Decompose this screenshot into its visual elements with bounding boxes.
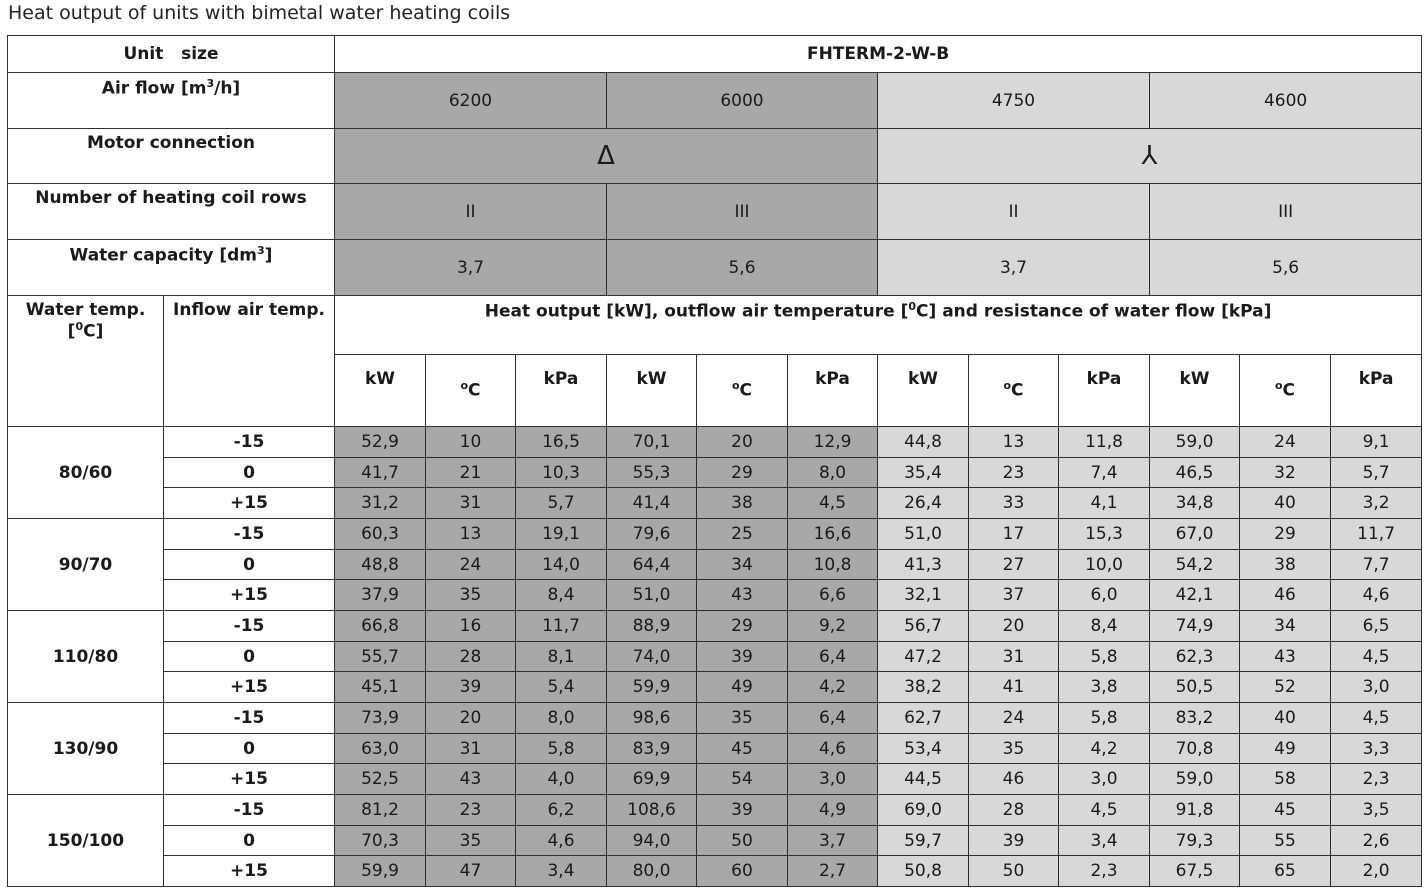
- coil-rows-value: II: [335, 184, 607, 240]
- value-cell: 16,6: [788, 519, 878, 550]
- value-cell: 3,8: [1059, 672, 1150, 703]
- unit-header-celsius: $^o$C: [1240, 355, 1331, 427]
- value-cell: 37: [969, 580, 1059, 611]
- value-cell: 4,6: [1331, 580, 1422, 611]
- value-cell: 4,1: [1059, 488, 1150, 519]
- water-temp-cell: 80/60: [8, 427, 164, 519]
- value-cell: 5,4: [516, 672, 607, 703]
- inflow-temp-cell: -15: [164, 703, 335, 734]
- inflow-temp-cell: +15: [164, 580, 335, 611]
- value-cell: 23: [426, 795, 516, 826]
- value-cell: 19,1: [516, 519, 607, 550]
- value-cell: 55,3: [607, 458, 697, 488]
- value-cell: 11,8: [1059, 427, 1150, 458]
- value-cell: 40: [1240, 488, 1331, 519]
- value-cell: 50,8: [878, 856, 969, 887]
- value-cell: 8,4: [516, 580, 607, 611]
- inflow-temp-cell: -15: [164, 611, 335, 642]
- value-cell: 31: [969, 642, 1059, 672]
- value-cell: 27: [969, 550, 1059, 580]
- value-cell: 35: [969, 734, 1059, 764]
- air-flow-value: 4750: [878, 73, 1150, 129]
- water-temp-cell: 150/100: [8, 795, 164, 887]
- value-cell: 4,5: [1331, 703, 1422, 734]
- value-cell: 108,6: [607, 795, 697, 826]
- value-cell: 51,0: [878, 519, 969, 550]
- inflow-temp-cell: -15: [164, 519, 335, 550]
- value-cell: 8,1: [516, 642, 607, 672]
- page-title: Heat output of units with bimetal water heating coils: [8, 2, 511, 24]
- value-cell: 4,0: [516, 764, 607, 795]
- value-cell: 2,0: [1331, 856, 1422, 887]
- value-cell: 69,9: [607, 764, 697, 795]
- value-cell: 52: [1240, 672, 1331, 703]
- unit-header-celsius: $^o$C: [697, 355, 788, 427]
- table-row: [8, 519, 1422, 550]
- water-temp-label: Water temp.: [25, 300, 146, 320]
- unit-header-kw: kW: [1150, 355, 1240, 427]
- table-row: [8, 642, 1422, 672]
- value-cell: 81,2: [335, 795, 426, 826]
- value-cell: 13: [969, 427, 1059, 458]
- value-cell: 5,7: [516, 488, 607, 519]
- value-cell: 58: [1240, 764, 1331, 795]
- value-cell: 70,1: [607, 427, 697, 458]
- heat-output-table: [7, 35, 1422, 887]
- value-cell: 46: [1240, 580, 1331, 611]
- value-cell: 50: [697, 826, 788, 856]
- value-cell: 79,6: [607, 519, 697, 550]
- coil-rows-label: Number of heating coil rows: [8, 184, 335, 240]
- value-cell: 3,4: [1059, 826, 1150, 856]
- value-cell: 35: [426, 826, 516, 856]
- value-cell: 35,4: [878, 458, 969, 488]
- star-connection-symbol: ⅄: [878, 129, 1422, 184]
- value-cell: 3,0: [788, 764, 878, 795]
- value-cell: 39: [697, 795, 788, 826]
- value-cell: 2,7: [788, 856, 878, 887]
- unit-header-kw: kW: [335, 355, 426, 427]
- value-cell: 50,5: [1150, 672, 1240, 703]
- water-capacity-value: 5,6: [607, 240, 878, 296]
- table-row: [8, 764, 1422, 795]
- water-temp-header: [8, 296, 164, 427]
- value-cell: 4,9: [788, 795, 878, 826]
- value-cell: 14,0: [516, 550, 607, 580]
- table-row: [8, 580, 1422, 611]
- water-temp-cell: 130/90: [8, 703, 164, 795]
- value-cell: 9,1: [1331, 427, 1422, 458]
- value-cell: 10,3: [516, 458, 607, 488]
- value-cell: 2,3: [1331, 764, 1422, 795]
- value-cell: 45: [1240, 795, 1331, 826]
- value-cell: 6,0: [1059, 580, 1150, 611]
- unit-header-kpa: kPa: [516, 355, 607, 427]
- inflow-temp-cell: 0: [164, 458, 335, 488]
- value-cell: 34: [697, 550, 788, 580]
- value-cell: 74,9: [1150, 611, 1240, 642]
- value-cell: 50: [969, 856, 1059, 887]
- value-cell: 62,7: [878, 703, 969, 734]
- value-cell: 54,2: [1150, 550, 1240, 580]
- coil-rows-value: III: [1150, 184, 1422, 240]
- table-row: [8, 826, 1422, 856]
- inflow-temp-cell: 0: [164, 734, 335, 764]
- value-cell: 20: [969, 611, 1059, 642]
- value-cell: 6,4: [788, 703, 878, 734]
- value-cell: 43: [426, 764, 516, 795]
- water-temp-cell: 110/80: [8, 611, 164, 703]
- unit-size-label: Unit size: [8, 36, 335, 73]
- value-cell: 25: [697, 519, 788, 550]
- value-cell: 6,6: [788, 580, 878, 611]
- value-cell: 59,7: [878, 826, 969, 856]
- value-cell: 98,6: [607, 703, 697, 734]
- value-cell: 11,7: [516, 611, 607, 642]
- value-cell: 5,8: [1059, 703, 1150, 734]
- value-cell: 52,9: [335, 427, 426, 458]
- value-cell: 43: [697, 580, 788, 611]
- value-cell: 48,8: [335, 550, 426, 580]
- value-cell: 74,0: [607, 642, 697, 672]
- value-cell: 49: [697, 672, 788, 703]
- inflow-temp-cell: 0: [164, 550, 335, 580]
- value-cell: 34: [1240, 611, 1331, 642]
- value-cell: 6,2: [516, 795, 607, 826]
- unit-header-kpa: kPa: [1059, 355, 1150, 427]
- value-cell: 64,4: [607, 550, 697, 580]
- value-cell: 62,3: [1150, 642, 1240, 672]
- value-cell: 55,7: [335, 642, 426, 672]
- value-cell: 69,0: [878, 795, 969, 826]
- water-capacity-value: 3,7: [335, 240, 607, 296]
- value-cell: 60,3: [335, 519, 426, 550]
- value-cell: 33: [969, 488, 1059, 519]
- value-cell: 3,7: [788, 826, 878, 856]
- value-cell: 9,2: [788, 611, 878, 642]
- value-cell: 24: [426, 550, 516, 580]
- value-cell: 5,8: [516, 734, 607, 764]
- value-cell: 5,7: [1331, 458, 1422, 488]
- value-cell: 47,2: [878, 642, 969, 672]
- water-capacity-value: 5,6: [1150, 240, 1422, 296]
- value-cell: 20: [426, 703, 516, 734]
- delta-connection-symbol: Δ: [335, 129, 878, 184]
- value-cell: 55: [1240, 826, 1331, 856]
- value-cell: 35: [426, 580, 516, 611]
- value-cell: 47: [426, 856, 516, 887]
- table-row: [8, 672, 1422, 703]
- value-cell: 83,9: [607, 734, 697, 764]
- value-cell: 67,5: [1150, 856, 1240, 887]
- water-temp-cell: 90/70: [8, 519, 164, 611]
- value-cell: 13: [426, 519, 516, 550]
- value-cell: 41,4: [607, 488, 697, 519]
- value-cell: 15,3: [1059, 519, 1150, 550]
- value-cell: 94,0: [607, 826, 697, 856]
- value-cell: 8,0: [788, 458, 878, 488]
- unit-header-kw: kW: [607, 355, 697, 427]
- table-row: [8, 856, 1422, 887]
- value-cell: 24: [1240, 427, 1331, 458]
- value-cell: 31,2: [335, 488, 426, 519]
- inflow-temp-cell: 0: [164, 826, 335, 856]
- coil-rows-value: II: [878, 184, 1150, 240]
- value-cell: 54: [697, 764, 788, 795]
- value-cell: 45: [697, 734, 788, 764]
- table-row: [8, 458, 1422, 488]
- table-row: [8, 427, 1422, 458]
- value-cell: 32,1: [878, 580, 969, 611]
- inflow-temp-cell: +15: [164, 856, 335, 887]
- value-cell: 39: [969, 826, 1059, 856]
- value-cell: 46: [969, 764, 1059, 795]
- value-cell: 24: [969, 703, 1059, 734]
- value-cell: 59,9: [335, 856, 426, 887]
- value-cell: 23: [969, 458, 1059, 488]
- value-cell: 4,6: [788, 734, 878, 764]
- value-cell: 52,5: [335, 764, 426, 795]
- value-cell: 39: [697, 642, 788, 672]
- value-cell: 88,9: [607, 611, 697, 642]
- value-cell: 59,0: [1150, 764, 1240, 795]
- table-row: [8, 795, 1422, 826]
- value-cell: 10,8: [788, 550, 878, 580]
- value-cell: 70,3: [335, 826, 426, 856]
- value-cell: 3,2: [1331, 488, 1422, 519]
- value-cell: 65: [1240, 856, 1331, 887]
- inflow-temp-cell: +15: [164, 672, 335, 703]
- value-cell: 40: [1240, 703, 1331, 734]
- air-flow-value: 6000: [607, 73, 878, 129]
- value-cell: 53,4: [878, 734, 969, 764]
- value-cell: 31: [426, 734, 516, 764]
- value-cell: 16: [426, 611, 516, 642]
- value-cell: 44,8: [878, 427, 969, 458]
- coil-rows-value: III: [607, 184, 878, 240]
- value-cell: 45,1: [335, 672, 426, 703]
- value-cell: 2,6: [1331, 826, 1422, 856]
- value-cell: 7,7: [1331, 550, 1422, 580]
- value-cell: 4,5: [1331, 642, 1422, 672]
- value-cell: 49: [1240, 734, 1331, 764]
- value-cell: 56,7: [878, 611, 969, 642]
- value-cell: 26,4: [878, 488, 969, 519]
- water-capacity-value: 3,7: [878, 240, 1150, 296]
- value-cell: 4,5: [788, 488, 878, 519]
- value-cell: 4,6: [516, 826, 607, 856]
- value-cell: 91,8: [1150, 795, 1240, 826]
- value-cell: 16,5: [516, 427, 607, 458]
- value-cell: 41: [969, 672, 1059, 703]
- value-cell: 11,7: [1331, 519, 1422, 550]
- unit-header-kw: kW: [878, 355, 969, 427]
- inflow-temp-cell: +15: [164, 488, 335, 519]
- water-temp-unit: [$^0$C]: [67, 320, 104, 342]
- value-cell: 3,0: [1331, 672, 1422, 703]
- value-cell: 39: [426, 672, 516, 703]
- value-cell: 59,0: [1150, 427, 1240, 458]
- value-cell: 28: [969, 795, 1059, 826]
- value-cell: 41,3: [878, 550, 969, 580]
- value-cell: 42,1: [1150, 580, 1240, 611]
- value-cell: 8,4: [1059, 611, 1150, 642]
- inflow-temp-cell: +15: [164, 764, 335, 795]
- value-cell: 21: [426, 458, 516, 488]
- value-cell: 6,5: [1331, 611, 1422, 642]
- value-cell: 59,9: [607, 672, 697, 703]
- value-cell: 20: [697, 427, 788, 458]
- table-row: [8, 734, 1422, 764]
- value-cell: 3,0: [1059, 764, 1150, 795]
- value-cell: 34,8: [1150, 488, 1240, 519]
- value-cell: 44,5: [878, 764, 969, 795]
- value-cell: 38,2: [878, 672, 969, 703]
- value-cell: 10,0: [1059, 550, 1150, 580]
- unit-header-kpa: kPa: [788, 355, 878, 427]
- value-cell: 17: [969, 519, 1059, 550]
- table-row: [8, 703, 1422, 734]
- value-cell: 63,0: [335, 734, 426, 764]
- air-flow-value: 4600: [1150, 73, 1422, 129]
- value-cell: 29: [697, 611, 788, 642]
- value-cell: 38: [1240, 550, 1331, 580]
- table-row: [8, 488, 1422, 519]
- air-flow-label: Air flow $[m^3/h]$: [8, 73, 335, 129]
- value-cell: 79,3: [1150, 826, 1240, 856]
- value-cell: 32: [1240, 458, 1331, 488]
- table-row: [8, 550, 1422, 580]
- value-cell: 28: [426, 642, 516, 672]
- value-cell: 70,8: [1150, 734, 1240, 764]
- value-cell: 3,3: [1331, 734, 1422, 764]
- inflow-temp-cell: -15: [164, 427, 335, 458]
- value-cell: 31: [426, 488, 516, 519]
- table-row: [8, 611, 1422, 642]
- inflow-temp-cell: 0: [164, 642, 335, 672]
- value-cell: 43: [1240, 642, 1331, 672]
- motor-connection-label: Motor connection: [8, 129, 335, 184]
- value-cell: 29: [697, 458, 788, 488]
- inflow-air-temp-header: Inflow air temp.: [164, 296, 335, 427]
- value-cell: 4,2: [1059, 734, 1150, 764]
- value-cell: 80,0: [607, 856, 697, 887]
- value-cell: 5,8: [1059, 642, 1150, 672]
- value-cell: 4,5: [1059, 795, 1150, 826]
- inflow-temp-cell: -15: [164, 795, 335, 826]
- value-cell: 29: [1240, 519, 1331, 550]
- value-cell: 10: [426, 427, 516, 458]
- value-cell: 67,0: [1150, 519, 1240, 550]
- value-cell: 66,8: [335, 611, 426, 642]
- value-cell: 83,2: [1150, 703, 1240, 734]
- model-name: FHTERM-2-W-B: [335, 36, 1422, 73]
- value-cell: 60: [697, 856, 788, 887]
- value-cell: 3,4: [516, 856, 607, 887]
- value-cell: 38: [697, 488, 788, 519]
- unit-header-kpa: kPa: [1331, 355, 1422, 427]
- value-cell: 8,0: [516, 703, 607, 734]
- value-cell: 12,9: [788, 427, 878, 458]
- value-cell: 73,9: [335, 703, 426, 734]
- value-cell: 51,0: [607, 580, 697, 611]
- value-cell: 37,9: [335, 580, 426, 611]
- value-cell: 41,7: [335, 458, 426, 488]
- value-cell: 3,5: [1331, 795, 1422, 826]
- unit-header-celsius: $^o$C: [969, 355, 1059, 427]
- value-cell: 7,4: [1059, 458, 1150, 488]
- water-capacity-label: Water capacity $[dm^3]$: [8, 240, 335, 296]
- value-cell: 35: [697, 703, 788, 734]
- value-cell: 46,5: [1150, 458, 1240, 488]
- value-cell: 4,2: [788, 672, 878, 703]
- unit-header-celsius: $^o$C: [426, 355, 516, 427]
- value-cell: 6,4: [788, 642, 878, 672]
- output-header: Heat output [kW], outflow air temperature [$^0$C] and resistance of water flow [kPa]: [335, 296, 1422, 355]
- air-flow-value: 6200: [335, 73, 607, 129]
- value-cell: 2,3: [1059, 856, 1150, 887]
